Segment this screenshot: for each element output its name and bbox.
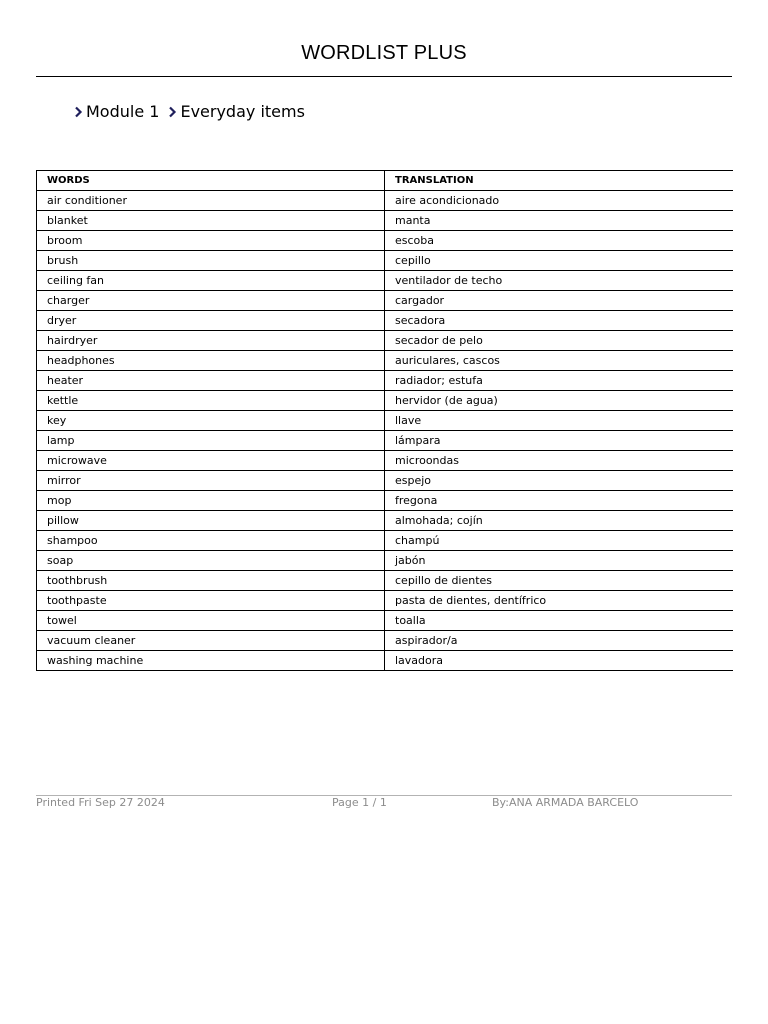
table-row xyxy=(37,551,733,571)
translation-cell: lavadora xyxy=(385,651,733,671)
translation-cell: aire acondicionado xyxy=(385,191,733,211)
word-cell: soap xyxy=(37,551,385,571)
word-cell: microwave xyxy=(37,451,385,471)
table-row xyxy=(37,331,733,351)
breadcrumb-item-topic[interactable] xyxy=(168,101,304,123)
translation-cell: hervidor (de agua) xyxy=(385,391,733,411)
translation-cell: microondas xyxy=(385,451,733,471)
translation-cell: llave xyxy=(385,411,733,431)
translation-cell: fregona xyxy=(385,491,733,511)
translation-cell: radiador; estufa xyxy=(385,371,733,391)
translation-cell: cepillo de dientes xyxy=(385,571,733,591)
breadcrumb-module-label: Module 1 xyxy=(86,102,160,121)
wordlist-table xyxy=(36,170,733,671)
word-cell: broom xyxy=(37,231,385,251)
table-row xyxy=(37,631,733,651)
table-row xyxy=(37,611,733,631)
word-cell: shampoo xyxy=(37,531,385,551)
table-row xyxy=(37,291,733,311)
table-row xyxy=(37,491,733,511)
word-cell: kettle xyxy=(37,391,385,411)
footer-author: By:ANA ARMADA BARCELO xyxy=(492,796,639,809)
table-row xyxy=(37,211,733,231)
word-cell: key xyxy=(37,411,385,431)
translation-cell: cepillo xyxy=(385,251,733,271)
word-cell: washing machine xyxy=(37,651,385,671)
translation-cell: toalla xyxy=(385,611,733,631)
table-row xyxy=(37,391,733,411)
footer-printed-date: Printed Fri Sep 27 2024 xyxy=(36,796,165,809)
word-cell: heater xyxy=(37,371,385,391)
translation-cell: secador de pelo xyxy=(385,331,733,351)
translation-cell: escoba xyxy=(385,231,733,251)
translation-cell: ventilador de techo xyxy=(385,271,733,291)
chevron-right-icon xyxy=(74,106,83,118)
word-cell: brush xyxy=(37,251,385,271)
translation-cell: aspirador/a xyxy=(385,631,733,651)
breadcrumb-item-module[interactable] xyxy=(74,101,159,123)
table-row xyxy=(37,651,733,671)
table-row xyxy=(37,191,733,211)
breadcrumb-topic-label: Everyday items xyxy=(180,102,305,121)
column-header-words: WORDS xyxy=(37,171,385,191)
word-cell: toothpaste xyxy=(37,591,385,611)
translation-cell: lámpara xyxy=(385,431,733,451)
word-cell: mop xyxy=(37,491,385,511)
translation-cell: manta xyxy=(385,211,733,231)
word-cell: headphones xyxy=(37,351,385,371)
table-row xyxy=(37,311,733,331)
table-row xyxy=(37,431,733,451)
word-cell: pillow xyxy=(37,511,385,531)
title-divider xyxy=(36,76,732,77)
chevron-right-icon xyxy=(168,106,177,118)
table-row xyxy=(37,511,733,531)
table-row xyxy=(37,451,733,471)
table-row xyxy=(37,591,733,611)
column-header-translation: TRANSLATION xyxy=(385,171,733,191)
word-cell: hairdryer xyxy=(37,331,385,351)
breadcrumb xyxy=(74,101,305,123)
table-row xyxy=(37,531,733,551)
word-cell: blanket xyxy=(37,211,385,231)
word-cell: toothbrush xyxy=(37,571,385,591)
translation-cell: cargador xyxy=(385,291,733,311)
translation-cell: espejo xyxy=(385,471,733,491)
table-header-row xyxy=(37,171,733,191)
word-cell: lamp xyxy=(37,431,385,451)
word-cell: air conditioner xyxy=(37,191,385,211)
translation-cell: almohada; cojín xyxy=(385,511,733,531)
table-row xyxy=(37,471,733,491)
translation-cell: jabón xyxy=(385,551,733,571)
word-cell: towel xyxy=(37,611,385,631)
page-title: WORDLIST PLUS xyxy=(301,42,467,64)
translation-cell: auriculares, cascos xyxy=(385,351,733,371)
table-row xyxy=(37,411,733,431)
table-row xyxy=(37,371,733,391)
table-row xyxy=(37,251,733,271)
translation-cell: pasta de dientes, dentífrico xyxy=(385,591,733,611)
word-cell: ceiling fan xyxy=(37,271,385,291)
word-cell: vacuum cleaner xyxy=(37,631,385,651)
table-row xyxy=(37,271,733,291)
word-cell: charger xyxy=(37,291,385,311)
wordlist-body xyxy=(37,191,733,671)
table-row xyxy=(37,231,733,251)
footer-page-number: Page 1 / 1 xyxy=(332,796,387,809)
table-row xyxy=(37,571,733,591)
translation-cell: secadora xyxy=(385,311,733,331)
word-cell: dryer xyxy=(37,311,385,331)
table-row xyxy=(37,351,733,371)
word-cell: mirror xyxy=(37,471,385,491)
translation-cell: champú xyxy=(385,531,733,551)
